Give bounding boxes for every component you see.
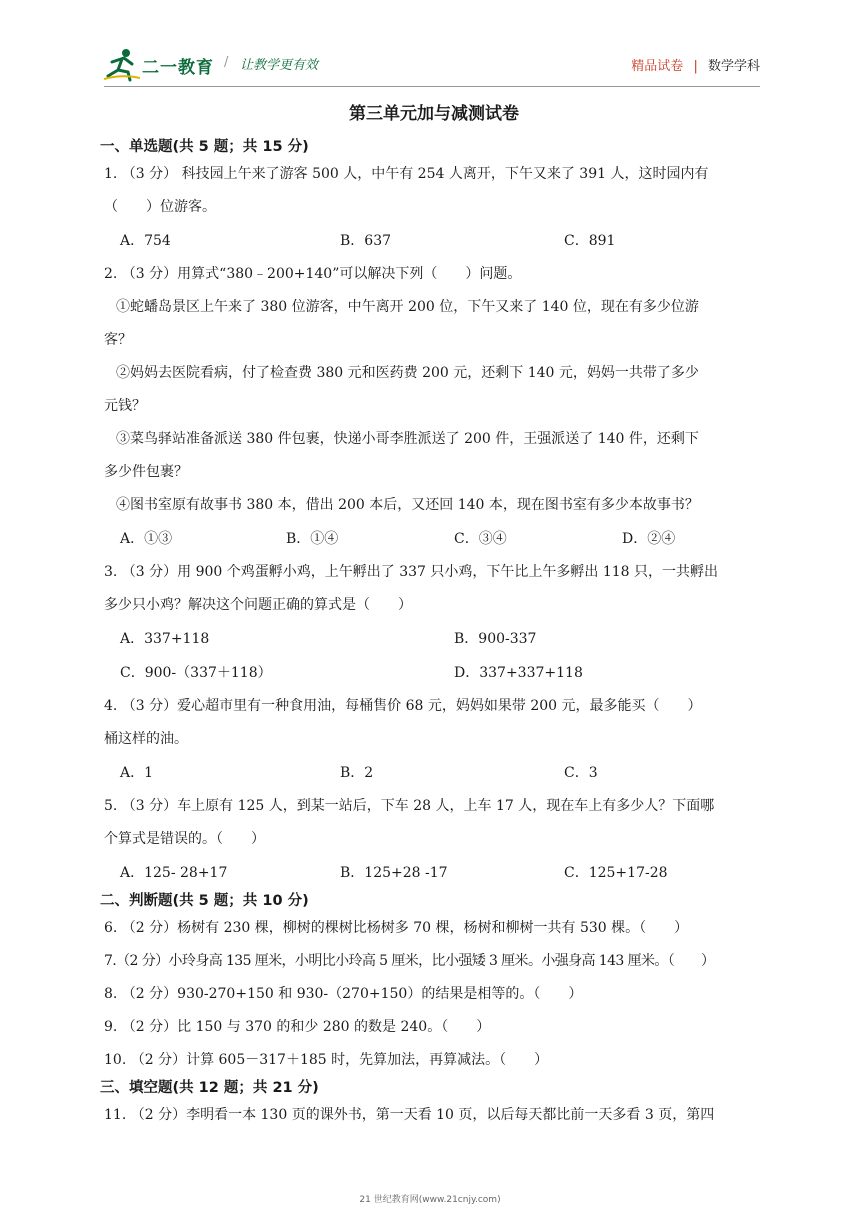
header-divider (104, 86, 760, 87)
question-3-options-row-1 (104, 622, 764, 656)
question-2-statement-1b: 客？ (104, 332, 132, 348)
option-a: A．1 (120, 765, 154, 781)
question-11-line-1: 11. （2 分）李明看一本 130 页的课外书，第一天看 10 页，以后每天都比前一天多看 3 页，第四 (104, 1107, 715, 1123)
option-b: B．2 (340, 765, 374, 781)
question-9: 9. （2 分）比 150 与 370 的和少 280 的数是 240。（ ） (104, 1019, 491, 1035)
logo-text: 二一教育 (142, 58, 214, 78)
page-footer: 21 世纪教育网(www.21cnjy.com) (359, 1195, 501, 1205)
option-c: C．900-（337＋118） (120, 665, 272, 681)
question-2-line-1: 2. （3 分）用算式“380﹣200+140”可以解决下列（ ）问题。 (104, 266, 522, 282)
question-8: 8. （2 分）930-270+150 和 930-（270+150）的结果是相等的。（ ） (104, 986, 583, 1002)
section-heading-true-false: 二、判断题(共 5 题；共 10 分) (100, 893, 309, 909)
option-c: C．3 (564, 765, 598, 781)
question-1-options (104, 224, 764, 258)
option-c: C．125+17-28 (564, 865, 668, 881)
option-b: B．637 (340, 233, 392, 249)
question-5-line-1: 5. （3 分）车上原有 125 人，到某一站后，下车 28 人，上车 17 人，现在车上有多少人？下面哪 (104, 798, 715, 814)
header-tags (631, 55, 760, 74)
option-d: D．337+337+118 (454, 665, 583, 681)
subject-tag: 数学学科 (707, 59, 760, 74)
question-2-statement-2b: 元钱？ (104, 398, 146, 414)
question-2-options (104, 522, 764, 556)
logo (104, 48, 344, 82)
question-2-statement-4: ④图书室原有故事书 380 本，借出 200 本后，又还回 140 本，现在图书室有多少本故事书？ (116, 497, 699, 513)
slogan: 让教学更有效 (240, 58, 319, 73)
tag-separator: | (693, 59, 698, 74)
runner-logo-icon (104, 48, 140, 82)
question-1-line-1: 1. （3 分） 科技园上午来了游客 500 人，中午有 254 人离开，下午又来了 391 人，这时园内有 (104, 166, 709, 182)
option-d: D．②④ (622, 531, 676, 547)
exam-content (100, 100, 764, 1132)
option-a: A．125- 28+17 (120, 865, 228, 881)
page-title: 第三单元加与减测试卷 (349, 104, 519, 124)
page-header (0, 0, 860, 92)
option-b: B．125+28 -17 (340, 865, 448, 881)
question-7: 7.（2 分）小玲身高 135 厘米，小明比小玲高 5 厘米，比小强矮 3 厘米。小强身高 143 厘米。（ ） (104, 953, 715, 969)
option-c: C．③④ (454, 531, 507, 547)
question-3-line-1: 3. （3 分）用 900 个鸡蛋孵小鸡，上午孵出了 337 只小鸡，下午比上午多孵出 118 只，一共孵出 (104, 564, 719, 580)
logo-divider: / (224, 55, 229, 70)
question-6: 6. （2 分）杨树有 230 棵，柳树的棵树比杨树多 70 棵，杨树和柳树一共有 530 棵。（ ） (104, 920, 689, 936)
option-b: B．900-337 (454, 631, 537, 647)
question-3-options-row-2 (104, 656, 764, 690)
question-2-statement-1a: ①蛇蟠岛景区上午来了 380 位游客，中午离开 200 位，下午又来了 140 位，现在有多少位游 (116, 299, 699, 315)
premium-tag: 精品试卷 (631, 59, 684, 74)
question-4-line-1: 4. （3 分）爱心超市里有一种食用油，每桶售价 68 元，妈妈如果带 200 元，最多能买（ ） (104, 698, 702, 714)
section-heading-single-choice: 一、单选题(共 5 题；共 15 分) (100, 139, 309, 155)
question-4-line-2: 桶这样的油。 (104, 731, 188, 747)
question-2-statement-3b: 多少件包裹？ (104, 464, 188, 480)
question-5-options (104, 856, 764, 890)
question-5-line-2: 个算式是错误的。（ ） (104, 831, 265, 847)
option-a: A．①③ (120, 531, 173, 547)
question-2-statement-3a: ③菜鸟驿站准备派送 380 件包裹，快递小哥李胜派送了 200 件，王强派送了 140 件，还剩下 (116, 431, 699, 447)
question-4-options (104, 756, 764, 790)
section-heading-fill-in: 三、填空题(共 12 题；共 21 分) (100, 1080, 319, 1096)
question-3-line-2: 多少只小鸡？解决这个问题正确的算式是（ ） (104, 597, 412, 613)
option-a: A．754 (120, 233, 171, 249)
question-10: 10. （2 分）计算 605－317＋185 时，先算加法，再算减法。（ ） (104, 1052, 549, 1068)
option-b: B．①④ (286, 531, 339, 547)
question-1-line-2: （ ）位游客。 (104, 199, 216, 215)
question-2-statement-2a: ②妈妈去医院看病，付了检查费 380 元和医药费 200 元，还剩下 140 元，妈妈一共带了多少 (116, 365, 699, 381)
option-c: C．891 (564, 233, 616, 249)
option-a: A．337+118 (120, 631, 210, 647)
